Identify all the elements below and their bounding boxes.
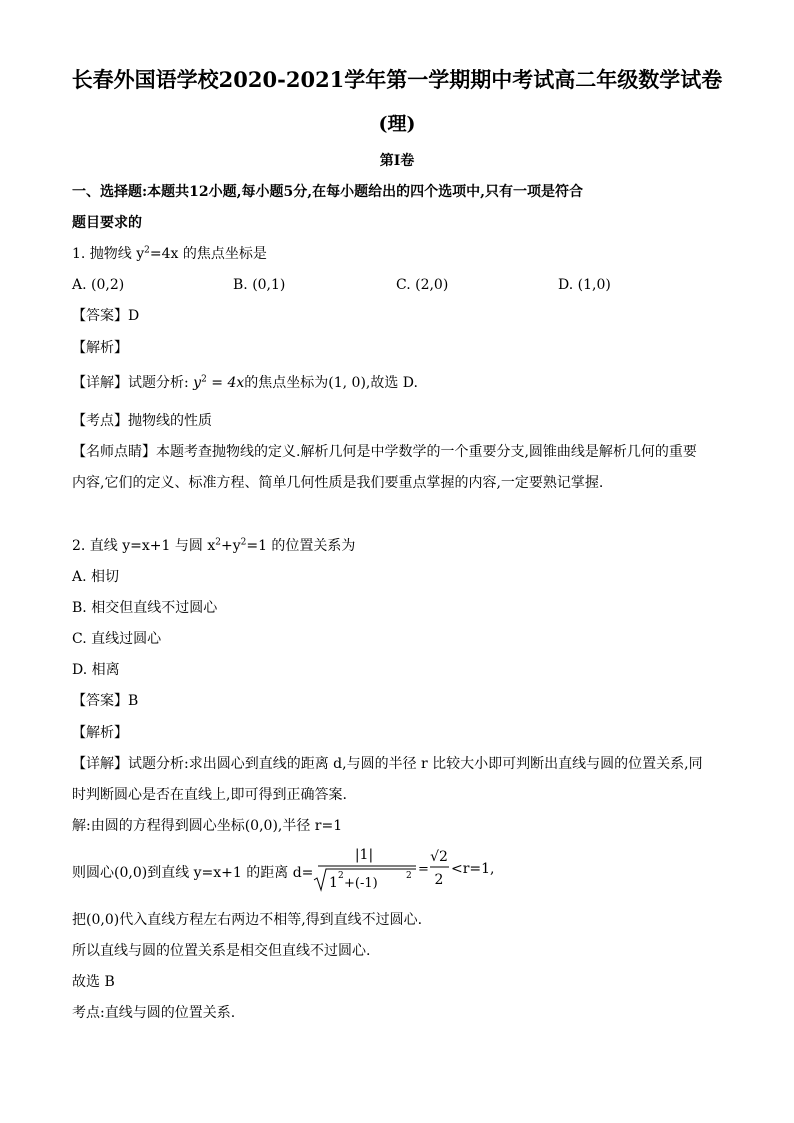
q1-kaodian-tag: 【考点】 [72, 413, 128, 429]
q1-stem-text-end: =4x 的焦点坐标是 [149, 246, 267, 262]
q2-stem-mid: +y [220, 538, 241, 554]
q1-option-a: A. (0,2) [72, 277, 125, 293]
q2-kaodian: 考点:直线与圆的位置关系. [72, 1005, 236, 1021]
q1-detail-text: 试题分析: [128, 375, 189, 391]
q1-option-d: D. (1,0) [558, 277, 611, 293]
formula-equals: = [418, 862, 429, 877]
q2-stem [72, 537, 355, 555]
q1-stem-text: 1. 抛物线 y [72, 246, 145, 262]
q2-solve-line5: 故选 B [72, 974, 115, 990]
exam-title-subject: (理) [378, 113, 416, 135]
q1-kaodian [72, 412, 212, 430]
q1-detail-tag: 【详解】 [72, 375, 128, 391]
q1-mingshi-line2: 内容,它们的定义、标准方程、简单几何性质是我们要重点掌握的内容,一定要熟记掌握. [72, 475, 604, 491]
q2-answer-value: B [128, 693, 139, 709]
q1-detail-math-y: y [193, 375, 202, 391]
q2-stem-end: =1 的位置关系为 [246, 538, 356, 554]
q1-mingshi-tag: 【名师点睛】 [72, 444, 156, 460]
formula-den-base: 1 [329, 875, 338, 891]
q2-option-c: C. 直线过圆心 [72, 631, 162, 647]
formula-result-num: √2 [430, 849, 448, 865]
q2-stem-exp2: 2 [240, 537, 247, 548]
q1-stem-exponent: 2 [144, 245, 150, 256]
q1-mingshi-text: 本题考查抛物线的定义.解析几何是中学数学的一个重要分支,圆锥曲线是解析几何的重要 [156, 444, 697, 460]
q1-stem [72, 245, 267, 263]
q2-stem-exp1: 2 [215, 537, 221, 548]
q1-detail-math-rest: = 4x [206, 375, 245, 391]
q2-stem-text: 2. 直线 y=x+1 与圆 x [72, 538, 216, 554]
q1-detail-math-exp: 2 [201, 374, 207, 385]
q2-analysis-tag: 【解析】 [72, 725, 128, 741]
q1-kaodian-text: 抛物线的性质 [128, 413, 212, 429]
q1-answer-tag: 【答案】 [72, 308, 128, 324]
q2-solve-line1: 解:由圆的方程得到圆心坐标(0,0),半径 r=1 [72, 818, 343, 834]
q1-analysis-tag: 【解析】 [72, 340, 128, 356]
q1-detail-end: ,故选 D. [365, 375, 418, 391]
q2-answer-tag: 【答案】 [72, 693, 128, 709]
formula-compare: <r=1, [451, 861, 495, 877]
formula-den-rest: +(-1) [344, 876, 378, 891]
q2-option-d: D. 相离 [72, 662, 120, 678]
q2-solve-line2-text: 则圆心(0,0)到直线 y=x+1 的距离 d= [72, 865, 314, 881]
q1-detail-point: (1, 0) [328, 375, 366, 391]
q1-option-b: B. (0,1) [233, 277, 286, 293]
q1-detail [72, 374, 418, 392]
q2-detail-tag: 【详解】 [72, 756, 128, 772]
section-heading-line2: 题目要求的 [72, 215, 142, 231]
exam-title: 长春外国语学校2020-2021学年第一学期期中考试高二年级数学试卷 [71, 67, 723, 92]
q1-mingshi-line1 [72, 443, 697, 461]
q1-option-c: C. (2,0) [396, 277, 449, 293]
part-heading: 第Ⅰ卷 [379, 153, 415, 169]
q2-option-a: A. 相切 [72, 569, 120, 585]
formula-den-exp2: 2 [406, 871, 412, 881]
q1-answer-value: D [128, 308, 140, 324]
q2-answer [72, 692, 138, 710]
q2-solve-line4: 所以直线与圆的位置关系是相交但直线不过圆心. [72, 943, 371, 959]
section-heading-line1: 一、选择题:本题共12小题,每小题5分,在每小题给出的四个选项中,只有一项是符合 [72, 184, 584, 200]
q1-answer [72, 307, 139, 325]
q2-detail-line2: 时判断圆心是否在直线上,即可得到正确答案. [72, 787, 347, 803]
q2-solve-line3: 把(0,0)代入直线方程左右两边不相等,得到直线不过圆心. [72, 912, 423, 928]
formula-numerator: |1| [354, 847, 374, 863]
formula-den-exp: 2 [338, 871, 344, 881]
distance-formula [312, 842, 498, 896]
formula-result-den: 2 [434, 872, 444, 888]
q2-option-b: B. 相交但直线不过圆心 [72, 600, 218, 616]
q2-detail-text: 试题分析:求出圆心到直线的距离 d,与圆的半径 r 比较大小即可判断出直线与圆的位置关系,同 [128, 756, 703, 772]
q1-detail-mid: 的焦点坐标为 [244, 375, 329, 391]
q2-detail-line1 [72, 755, 703, 773]
